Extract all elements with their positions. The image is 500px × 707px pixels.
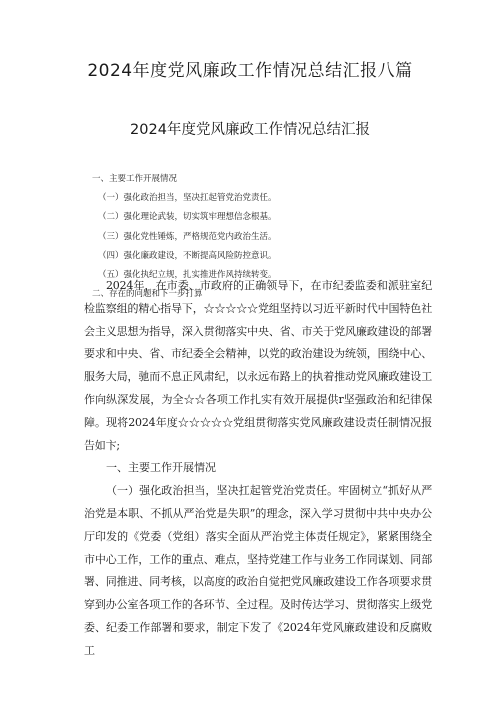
body-paragraph: （一）强化政治担当，坚决扛起管党治党责任。牢固树立“抓好从严治党是本职、不抓从严治党是失职”的理念，深入学习贯彻中共中央办公厅印发的《党委（党组）落实全面从严治党主体责任规定》，紧紧围绕全市中心工作，工作的重点、难点，坚持党建工作与业务工作同谋划、同部署、同推进、同考核，以高度的政治自觉把党风廉政建设工作各项要求贯穿到办公室各项工作的各环节、全过程。及时传达学习、贯彻落实上级党委、纪委工作部署和要求，制定下发了《2024年党风廉政建设和反腐败工: [84, 484, 432, 657]
section-title: 2024年度党风廉政工作情况总结汇报: [130, 122, 370, 138]
outline-item: （二）强化理论武装，切实筑牢理想信念根基。: [98, 212, 277, 223]
outline-item: （五）强化执纪立规，扎实推进作风持续转变。: [98, 270, 277, 281]
section-heading: 一、主要工作开展情况: [106, 461, 216, 475]
outline-item: （三）强化党性锤炼，严格规范党内政治生活。: [98, 231, 277, 242]
intro-paragraph: 2024年，在市委、市政府的正确领导下，在市纪委监委和派驻室纪检监察组的精心指导下，☆☆☆☆☆党组坚持以习近平新时代中国特色社会主义思想为指导，深入贯彻落实中央、省、市关于党风廉政建设的部署要求和中央、省、市纪委全会精神，以党的政治建设为统领，围绕中心、服务大局，驰而不息正风肃纪，以永远布路上的执着推动党风廉政建设工作向纵深发展，为全☆☆各项工作扎实有效开展提供r坚强政治和纪律保障。现将2024年度☆☆☆☆☆党组贯彻落实党风廉政建设责任制情况报告如卞;: [84, 279, 432, 452]
body-text: [84, 275, 432, 663]
document-title: 2024年度党风廉政工作情况总结汇报八篇: [87, 61, 413, 81]
outline-item: 一、主要工作开展情况: [92, 174, 178, 184]
outline-item: 二、存在的问题和下一步打算: [92, 289, 203, 300]
outline-item: （四）强化廉政建设，不断提高风险防控意识。: [98, 250, 277, 261]
outline-item: （一）强化政治担当，坚决扛起管党治党责任。: [98, 193, 277, 204]
